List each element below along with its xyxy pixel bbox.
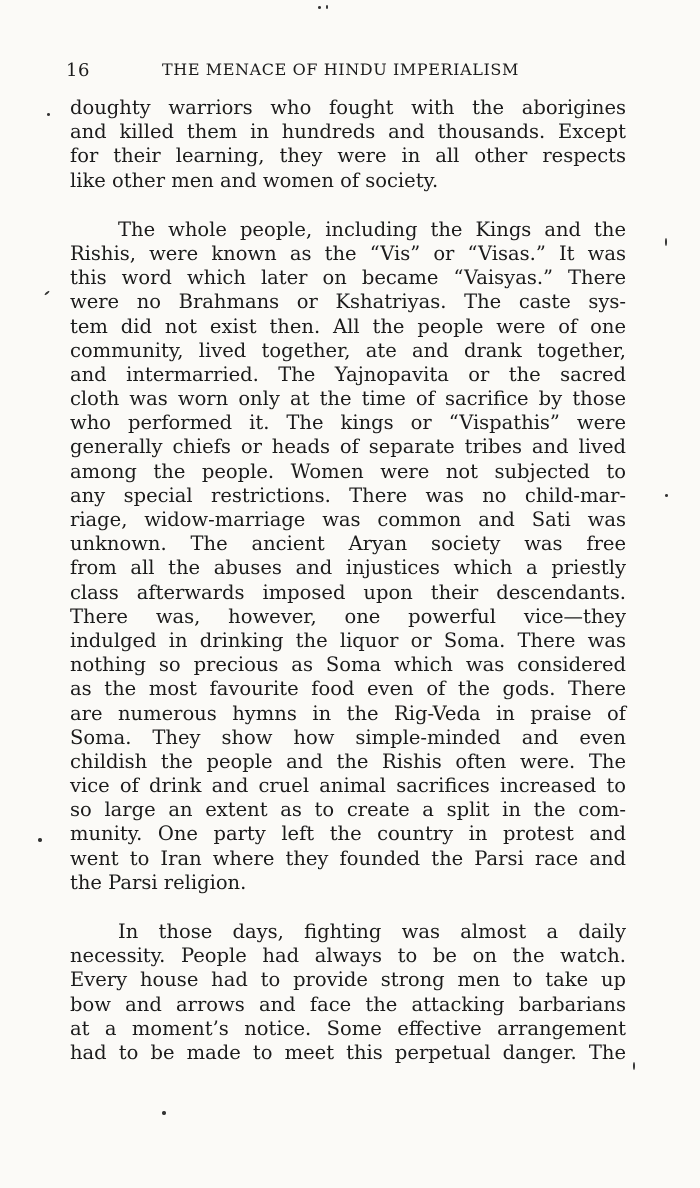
text-line: any special restrictions. There was no child-mar-	[70, 483, 626, 507]
text-line: had to be made to meet this perpetual danger. The	[70, 1040, 626, 1064]
text-line: indulged in drinking the liquor or Soma. There was	[70, 628, 626, 652]
text-line: as the most favourite food even of the gods. There	[70, 677, 626, 701]
text-line: tem did not exist then. All the people were of one	[70, 314, 626, 338]
scan-speck	[47, 113, 50, 116]
text-line: Every house had to provide strong men to take up	[70, 968, 626, 992]
paragraph-gap	[70, 895, 626, 920]
text-line: at a moment’s notice. Some effective arrangement	[70, 1016, 626, 1040]
text-line: childish the people and the Rishis often were. The	[70, 749, 626, 773]
text-line: were no Brahmans or Kshatriyas. The caste sys-	[70, 290, 626, 314]
body-text	[70, 96, 626, 1065]
text-line: The whole people, including the Kings and the	[118, 217, 626, 241]
scan-speck	[665, 238, 667, 246]
text-line: are numerous hymns in the Rig-Veda in praise of	[70, 701, 626, 725]
scan-speck	[326, 5, 328, 9]
paragraph	[70, 218, 626, 895]
scan-speck	[633, 1062, 635, 1070]
scan-speck	[38, 838, 42, 842]
text-line: went to Iran where they founded the Parsi race and	[70, 846, 626, 870]
page-number: 16	[66, 60, 90, 81]
text-line: from all the abuses and injustices which a priestly	[70, 556, 626, 580]
text-line: doughty warriors who fought with the aborigines	[70, 96, 626, 119]
text-line: bow and arrows and face the attacking barbarians	[70, 992, 626, 1016]
text-line: nothing so precious as Soma which was considered	[70, 653, 626, 677]
text-line: this word which later on became “Vaisyas.” There	[70, 266, 626, 290]
text-line: generally chiefs or heads of separate tribes and lived	[70, 435, 626, 459]
paragraph	[70, 920, 626, 1065]
scan-speck	[44, 290, 50, 295]
text-line: vice of drink and cruel animal sacrifices increased to	[70, 774, 626, 798]
page-header	[66, 60, 630, 90]
text-line: community, lived together, ate and drank together,	[70, 338, 626, 362]
text-line: munity. One party left the country in protest and	[70, 822, 626, 846]
text-line: necessity. People had always to be on the watch.	[70, 944, 626, 968]
text-line: In those days, fighting was almost a daily	[118, 920, 626, 943]
scan-speck	[162, 1111, 166, 1115]
text-line: and intermarried. The Yajnopavita or the sacred	[70, 362, 626, 386]
scan-speck	[665, 494, 668, 497]
text-line: like other men and women of society.	[70, 168, 439, 192]
scan-speck	[318, 6, 321, 9]
text-line: for their learning, they were in all other respects	[70, 144, 626, 168]
running-title: THE MENACE OF HINDU IMPERIALISM	[162, 60, 519, 79]
text-line: among the people. Women were not subjected to	[70, 459, 626, 483]
text-line: and killed them in hundreds and thousands. Except	[70, 120, 626, 144]
text-line: so large an extent as to create a split in the com-	[70, 798, 626, 822]
text-line: unknown. The ancient Aryan society was free	[70, 532, 626, 556]
text-line: who performed it. The kings or “Vispathis” were	[70, 411, 626, 435]
text-line: Soma. They show how simple-minded and even	[70, 725, 626, 749]
text-line: riage, widow-marriage was common and Sati was	[70, 508, 626, 531]
text-line: Rishis, were known as the “Vis” or “Visas.” It was	[70, 241, 626, 265]
text-line: class afterwards imposed upon their descendants.	[70, 580, 626, 604]
paragraph	[70, 96, 626, 193]
text-line: There was, however, one powerful vice—they	[70, 604, 626, 628]
text-line: cloth was worn only at the time of sacrifice by those	[70, 387, 626, 411]
text-line: the Parsi religion.	[70, 870, 247, 894]
paragraph-gap	[70, 193, 626, 218]
